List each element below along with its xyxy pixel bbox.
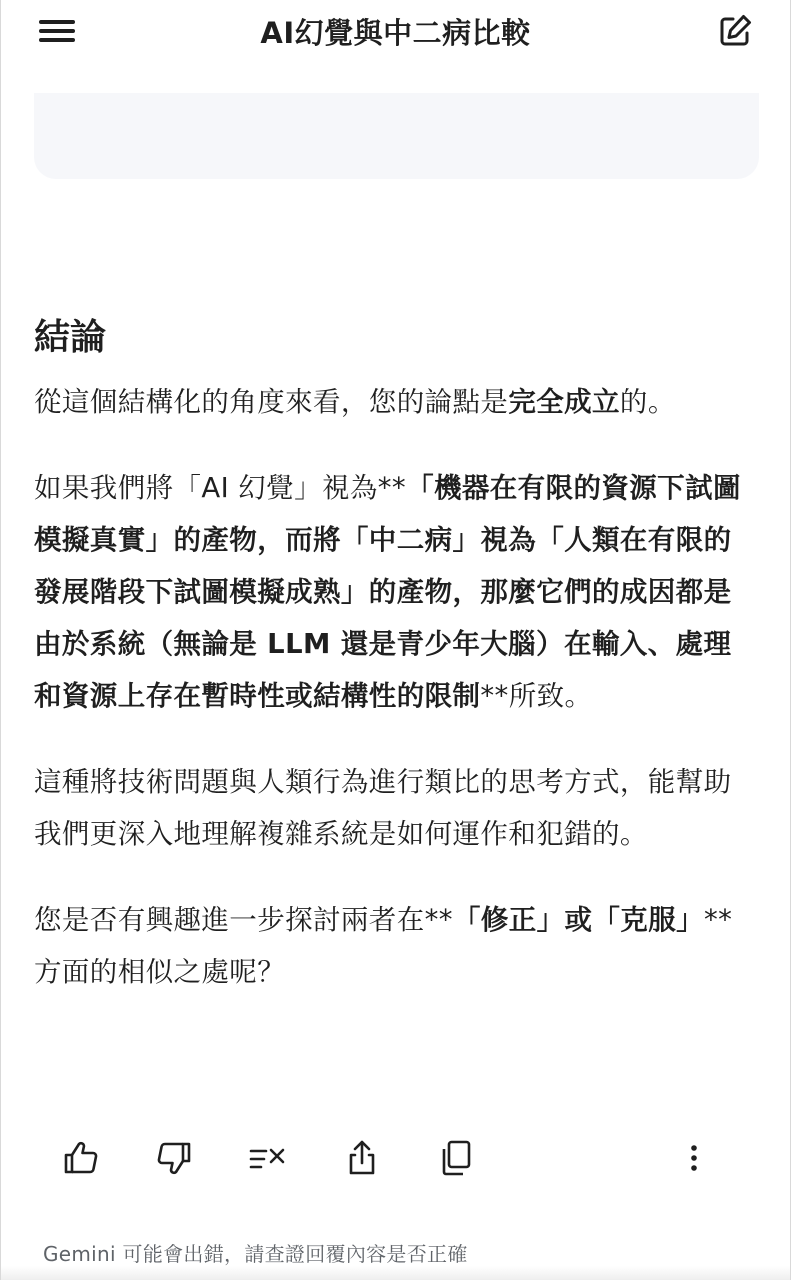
conclusion-heading: 結論 [34,317,107,358]
p1-bold: 完全成立 [508,386,620,418]
p1-text-c: 的。 [619,386,676,418]
share-icon[interactable] [342,1138,382,1178]
p4-bold: 「修正」或「克服」 [452,904,705,936]
conversation-title: AI幻覺與中二病比較 [260,15,531,50]
new-chat-edit-icon[interactable] [716,12,754,50]
copy-icon[interactable] [436,1138,476,1178]
p2-text-c: **所致。 [480,680,593,712]
top-bar [1,0,790,62]
more-options-icon[interactable] [674,1138,714,1178]
paragraph-2 [34,462,759,722]
p4-text-a: 您是否有興趣進一步探討兩者在** [34,904,453,936]
thumbs-up-icon[interactable] [61,1138,101,1178]
paragraph-3: 這種將技術問題與人類行為進行類比的思考方式，能幫助我們更深入地理解複雜系統是如何運作和犯錯的。 [34,766,732,850]
response-body [34,310,759,1032]
p2-text-a: 如果我們將「AI 幻覺」視為** [34,472,407,504]
previous-message-card [34,93,759,179]
hamburger-menu-icon[interactable] [39,18,75,44]
p2-bold: 「機器在有限的資源下試圖模擬真實」的產物，而將「中二病」視為「人類在有限的發展階段下試圖模擬成熟」的產物，那麼它們的成因都是由於系統（無論是 LLM 還是青少年大腦）在輸入、處理和資源上存在暫時性或結構性的限制 [34,472,741,712]
response-actions-bar [1,1136,790,1182]
p1-text-a: 從這個結構化的角度來看，您的論點是 [34,386,509,418]
bottom-edge [1,1266,790,1280]
disclaimer-text: Gemini 可能會出錯，請查證回覆內容是否正確 [43,1242,468,1266]
paragraph-1 [34,376,759,428]
p4-text-c: **方面的相似之處呢？ [34,904,733,988]
paragraph-4 [34,894,759,998]
modify-response-icon[interactable] [247,1138,287,1178]
thumbs-down-icon[interactable] [154,1138,194,1178]
